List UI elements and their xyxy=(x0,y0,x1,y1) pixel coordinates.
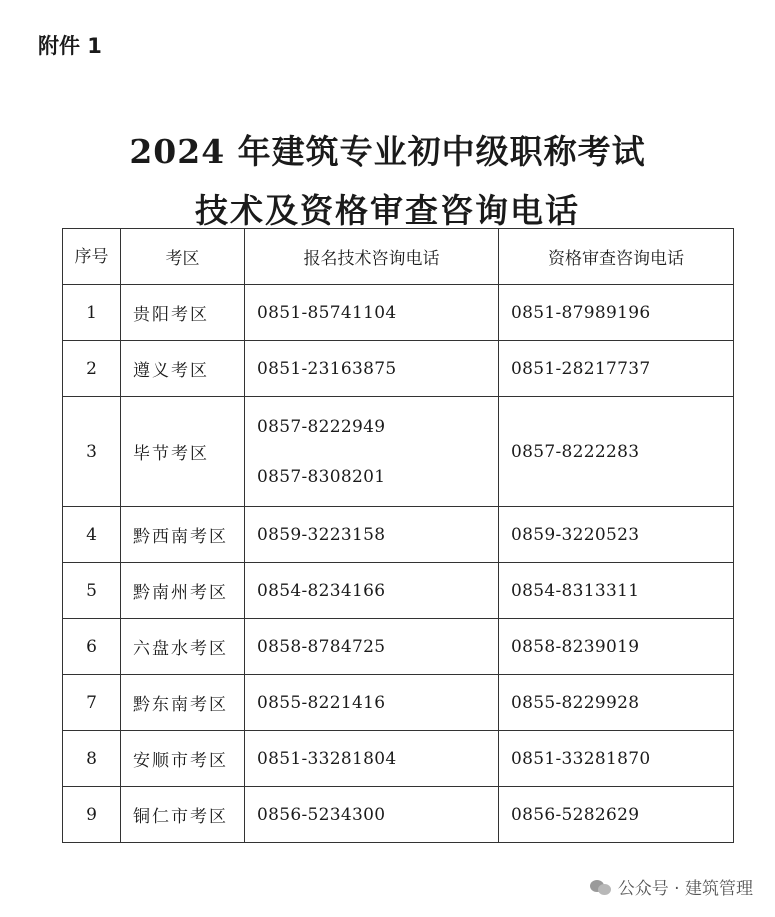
table-row xyxy=(63,787,734,843)
row-registration-phone: 0857-8222949 xyxy=(257,416,386,437)
table-row xyxy=(63,563,734,619)
row-qualification-phone: 0855-8229928 xyxy=(499,675,734,731)
table-row xyxy=(63,341,734,397)
row-region: 六盘水考区 xyxy=(121,619,245,675)
row-qualification-phone: 0851-33281870 xyxy=(499,731,734,787)
table-row xyxy=(63,731,734,787)
row-index: 9 xyxy=(63,787,121,843)
row-registration-phone: 0851-33281804 xyxy=(245,731,499,787)
row-registration-phone: 0859-3223158 xyxy=(245,507,499,563)
table-row xyxy=(63,397,734,507)
row-index: 2 xyxy=(63,341,121,397)
row-registration-phones xyxy=(245,397,499,507)
row-region: 黔南州考区 xyxy=(121,563,245,619)
row-qualification-phone: 0851-87989196 xyxy=(499,285,734,341)
table-row xyxy=(63,285,734,341)
row-registration-phone: 0855-8221416 xyxy=(245,675,499,731)
header-index: 序号 xyxy=(63,229,121,285)
row-region: 铜仁市考区 xyxy=(121,787,245,843)
table-row xyxy=(63,619,734,675)
document-title-line2: 技术及资格审查咨询电话 xyxy=(195,191,580,230)
header-registration-phone: 报名技术咨询电话 xyxy=(245,229,499,285)
header-qualification-phone: 资格审查咨询电话 xyxy=(499,229,734,285)
row-qualification-phone: 0857-8222283 xyxy=(499,397,734,507)
row-index: 5 xyxy=(63,563,121,619)
row-region: 黔西南考区 xyxy=(121,507,245,563)
contact-table xyxy=(62,228,734,843)
table-row xyxy=(63,675,734,731)
row-qualification-phone: 0851-28217737 xyxy=(499,341,734,397)
row-registration-phone: 0857-8308201 xyxy=(257,466,386,487)
row-registration-phone: 0856-5234300 xyxy=(245,787,499,843)
row-index: 6 xyxy=(63,619,121,675)
row-qualification-phone: 0856-5282629 xyxy=(499,787,734,843)
row-registration-phone: 0854-8234166 xyxy=(245,563,499,619)
row-index: 3 xyxy=(63,397,121,507)
row-region: 安顺市考区 xyxy=(121,731,245,787)
row-qualification-phone: 0859-3220523 xyxy=(499,507,734,563)
row-registration-phone: 0858-8784725 xyxy=(245,619,499,675)
row-region: 贵阳考区 xyxy=(121,285,245,341)
row-qualification-phone: 0854-8313311 xyxy=(499,563,734,619)
attachment-label: 附件 1 xyxy=(38,34,102,58)
row-qualification-phone: 0858-8239019 xyxy=(499,619,734,675)
row-region: 遵义考区 xyxy=(121,341,245,397)
row-index: 1 xyxy=(63,285,121,341)
table-header-row xyxy=(63,229,734,285)
table-row xyxy=(63,507,734,563)
row-index: 7 xyxy=(63,675,121,731)
row-region: 黔东南考区 xyxy=(121,675,245,731)
row-region: 毕节考区 xyxy=(121,397,245,507)
watermark-text: 公众号 · 建筑管理 xyxy=(617,879,753,899)
row-index: 4 xyxy=(63,507,121,563)
header-region: 考区 xyxy=(121,229,245,285)
document-title-line1: 2024 年建筑专业初中级职称考试 xyxy=(129,132,646,171)
wechat-icon xyxy=(590,879,612,895)
watermark xyxy=(590,874,753,899)
row-registration-phone: 0851-85741104 xyxy=(245,285,499,341)
row-registration-phone: 0851-23163875 xyxy=(245,341,499,397)
row-index: 8 xyxy=(63,731,121,787)
